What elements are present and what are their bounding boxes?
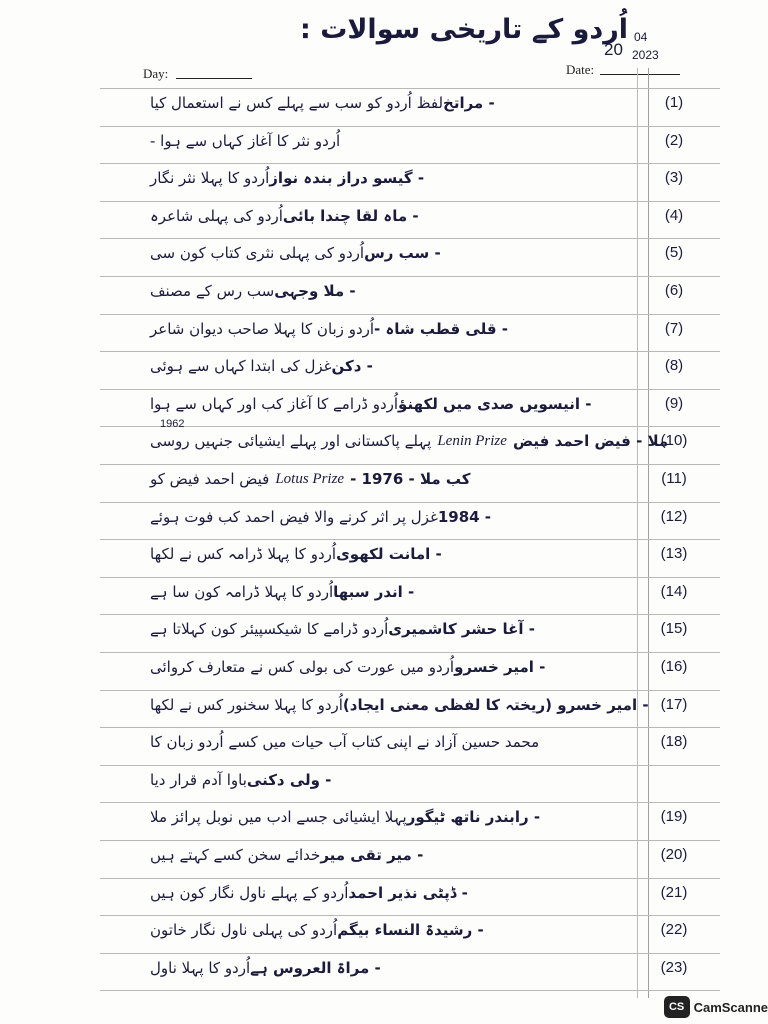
ruled-line <box>100 314 720 315</box>
question-number: (22) <box>660 921 688 939</box>
answer-text: - انیسویں صدی میں لکھنؤ <box>398 394 592 413</box>
day-line <box>176 78 252 79</box>
question-number: (7) <box>664 319 684 337</box>
answer-text: - ماہ لقا چندا بائی <box>282 206 419 225</box>
ruled-line <box>100 502 720 503</box>
prize-name: Lotus Prize <box>275 470 345 487</box>
ruled-line <box>100 915 720 916</box>
question-row <box>150 583 635 601</box>
ruled-line <box>100 652 720 653</box>
page-title: اُردو کے تاریخی سوالات : <box>300 14 629 45</box>
ruled-line <box>100 88 720 89</box>
prize-name: Lenin Prize <box>437 432 507 449</box>
question-text: پہلا ایشیائی جسے ادب میں نوبل پرائز ملا <box>150 808 407 827</box>
ruled-line <box>100 276 720 277</box>
question-number: (19) <box>660 808 688 826</box>
ruled-line <box>100 990 720 991</box>
question-text: اُردو ڈرامے کا آغاز کب اور کہاں سے ہوا <box>150 394 399 413</box>
camscanner-text: CamScanne <box>693 999 768 1015</box>
answer-text: - امیر خسرو <box>454 658 546 676</box>
answer-text: - اندر سبھا <box>333 582 415 601</box>
ruled-line <box>100 539 720 540</box>
question-row <box>150 959 635 977</box>
question-number: (11) <box>661 470 687 487</box>
answer-text: - قلی قطب شاہ - <box>374 319 508 338</box>
ruled-line <box>100 351 720 352</box>
question-number: (14) <box>660 582 688 600</box>
answer-text: - آغا حشر کاشمیری <box>388 620 535 639</box>
answer-text: - 1984 <box>437 507 492 526</box>
question-text: اُردو کا پہلا ناول <box>150 958 251 977</box>
question-text: اُردو نثر کا آغاز کہاں سے ہوا - <box>150 131 341 150</box>
ruled-line <box>100 238 720 239</box>
answer-text: - مراۃ العروس ہے <box>250 958 381 977</box>
question-row <box>150 695 649 714</box>
question-text: لفظ اُردو کو سب سے پہلے کس نے استعمال کیا <box>150 94 444 112</box>
question-text: خدائے سخن کسے کہتے ہیں <box>150 846 321 864</box>
question-text: پہلے پاکستانی اور پہلے ایشیائی جنہیں روسی <box>150 432 432 451</box>
question-text: باوا آدم قرار دیا <box>150 770 247 789</box>
ruled-line <box>100 690 720 691</box>
question-row <box>150 771 635 789</box>
answer-text: - رشیدۃ النساء بیگم <box>337 921 484 940</box>
question-row <box>150 132 635 150</box>
question-row <box>150 808 635 826</box>
question-text: اُردو زبان کا پہلا صاحب دیوان شاعر <box>150 319 375 338</box>
question-number: (9) <box>664 394 684 412</box>
ruled-line <box>100 840 720 841</box>
question-text: اُردو کی پہلی نثری کتاب کون سی <box>150 244 365 263</box>
question-number: (20) <box>660 846 688 863</box>
ruled-line <box>100 201 720 202</box>
question-number: (5) <box>664 244 684 262</box>
ruled-line <box>100 464 720 465</box>
margin-line-inner <box>637 68 638 998</box>
date-label: Date: <box>566 62 595 77</box>
question-row <box>150 921 635 939</box>
question-text: اُردو ڈرامے کا شیکسپیئر کون کہلاتا ہے <box>150 620 389 639</box>
question-text: اُردو کی پہلی ناول نگار خاتون <box>150 921 338 940</box>
question-row <box>150 320 635 338</box>
ruled-line <box>100 765 720 766</box>
question-text: اُردو کا پہلا سخنور کس نے لکھا <box>150 695 343 714</box>
question-number: (6) <box>664 282 684 299</box>
ruled-line <box>100 389 720 390</box>
question-text: سب رس کے مصنف <box>150 282 275 300</box>
question-row <box>150 545 635 563</box>
question-number: (8) <box>664 357 684 375</box>
question-text: غزل پر اثر کرنے والا فیض احمد کب فوت ہوئے <box>150 507 438 526</box>
question-number: (15) <box>660 620 688 638</box>
answer-text: - رابندر ناتھ ٹیگور <box>406 808 541 827</box>
camscanner-logo-icon: CS <box>664 996 690 1018</box>
answer-text: - میر تقی میر <box>320 846 424 864</box>
question-row <box>150 244 635 262</box>
answer-text: - گیسو دراز بندہ نواز <box>269 169 425 188</box>
answer-text: ملا - فیض احمد فیض <box>512 432 669 451</box>
question-text: اُردو کا پہلا ڈرامہ کس نے لکھا <box>150 545 337 564</box>
question-text: اُردو میں عورت کی بولی کس نے متعارف کروائی <box>150 658 455 676</box>
ruled-line <box>100 802 720 803</box>
side-year-note: 1962 <box>160 418 185 431</box>
question-row <box>150 620 635 638</box>
question-number: (12) <box>660 507 688 525</box>
margin-line <box>648 68 649 998</box>
question-row <box>150 846 635 864</box>
answer-text: - سب رس <box>364 244 441 263</box>
question-text: اُردو کا پہلا ڈرامہ کون سا ہے <box>150 582 334 601</box>
question-number: (3) <box>664 169 684 187</box>
question-number: (13) <box>660 545 688 563</box>
question-row <box>150 395 635 413</box>
ruled-line <box>100 426 720 427</box>
question-row <box>150 884 635 902</box>
answer-text: - امیر خسرو (ریختہ کا لفظی معنی ایجاد) <box>342 695 649 714</box>
question-number: (2) <box>664 131 684 149</box>
question-text: غزل کی ابتدا کہاں سے ہوئی <box>150 357 332 376</box>
answer-text: - امانت لکھوی <box>336 545 442 564</box>
question-number: (10) <box>660 432 688 450</box>
ruled-line <box>100 878 720 879</box>
answer-text: - ڈپٹی نذیر احمد <box>348 883 468 902</box>
question-number: (21) <box>660 883 688 901</box>
question-number: (1) <box>664 94 684 111</box>
question-row <box>150 94 635 112</box>
question-number: (23) <box>660 958 688 976</box>
question-row <box>150 470 635 488</box>
date-year: 2023 <box>632 48 659 62</box>
date-handwritten: 04 <box>634 30 648 44</box>
question-row <box>150 169 635 187</box>
answer-text: - مراتخ <box>443 94 495 112</box>
question-text: اُردو کا پہلا نثر نگار <box>150 169 270 188</box>
date-line <box>600 74 680 75</box>
question-number: (4) <box>664 206 684 224</box>
question-number: (18) <box>660 733 688 751</box>
question-text: اُردو کی پہلی شاعرہ <box>150 206 283 225</box>
ruled-line <box>100 953 720 954</box>
question-row <box>150 658 635 676</box>
answer-text: - دکن <box>331 357 373 376</box>
ruled-line <box>100 126 720 127</box>
question-row <box>150 432 669 451</box>
ruled-line <box>100 163 720 164</box>
question-text: محمد حسین آزاد نے اپنی کتاب آب حیات میں کسے اُردو زبان کا <box>150 733 540 752</box>
ruled-line <box>100 577 720 578</box>
question-row <box>150 207 635 225</box>
ruled-line <box>100 727 720 728</box>
date-year-prefix: 20 <box>604 40 623 59</box>
question-row <box>150 508 635 526</box>
question-row <box>150 282 635 300</box>
day-label: Day: <box>143 66 169 81</box>
question-text: فیض احمد فیض کو <box>150 470 270 488</box>
answer-text: - ملا وجہی <box>274 282 356 300</box>
answer-text: - ولی دکنی <box>246 770 332 789</box>
answer-text: کب ملا - 1976 - <box>350 470 471 488</box>
ruled-line <box>100 614 720 615</box>
question-number: (17) <box>660 695 688 713</box>
camscanner-watermark <box>664 996 768 1018</box>
question-row <box>150 733 635 751</box>
question-text: اُردو کے پہلے ناول نگار کون ہیں <box>150 883 349 902</box>
question-row <box>150 357 635 375</box>
question-number: (16) <box>660 658 688 675</box>
